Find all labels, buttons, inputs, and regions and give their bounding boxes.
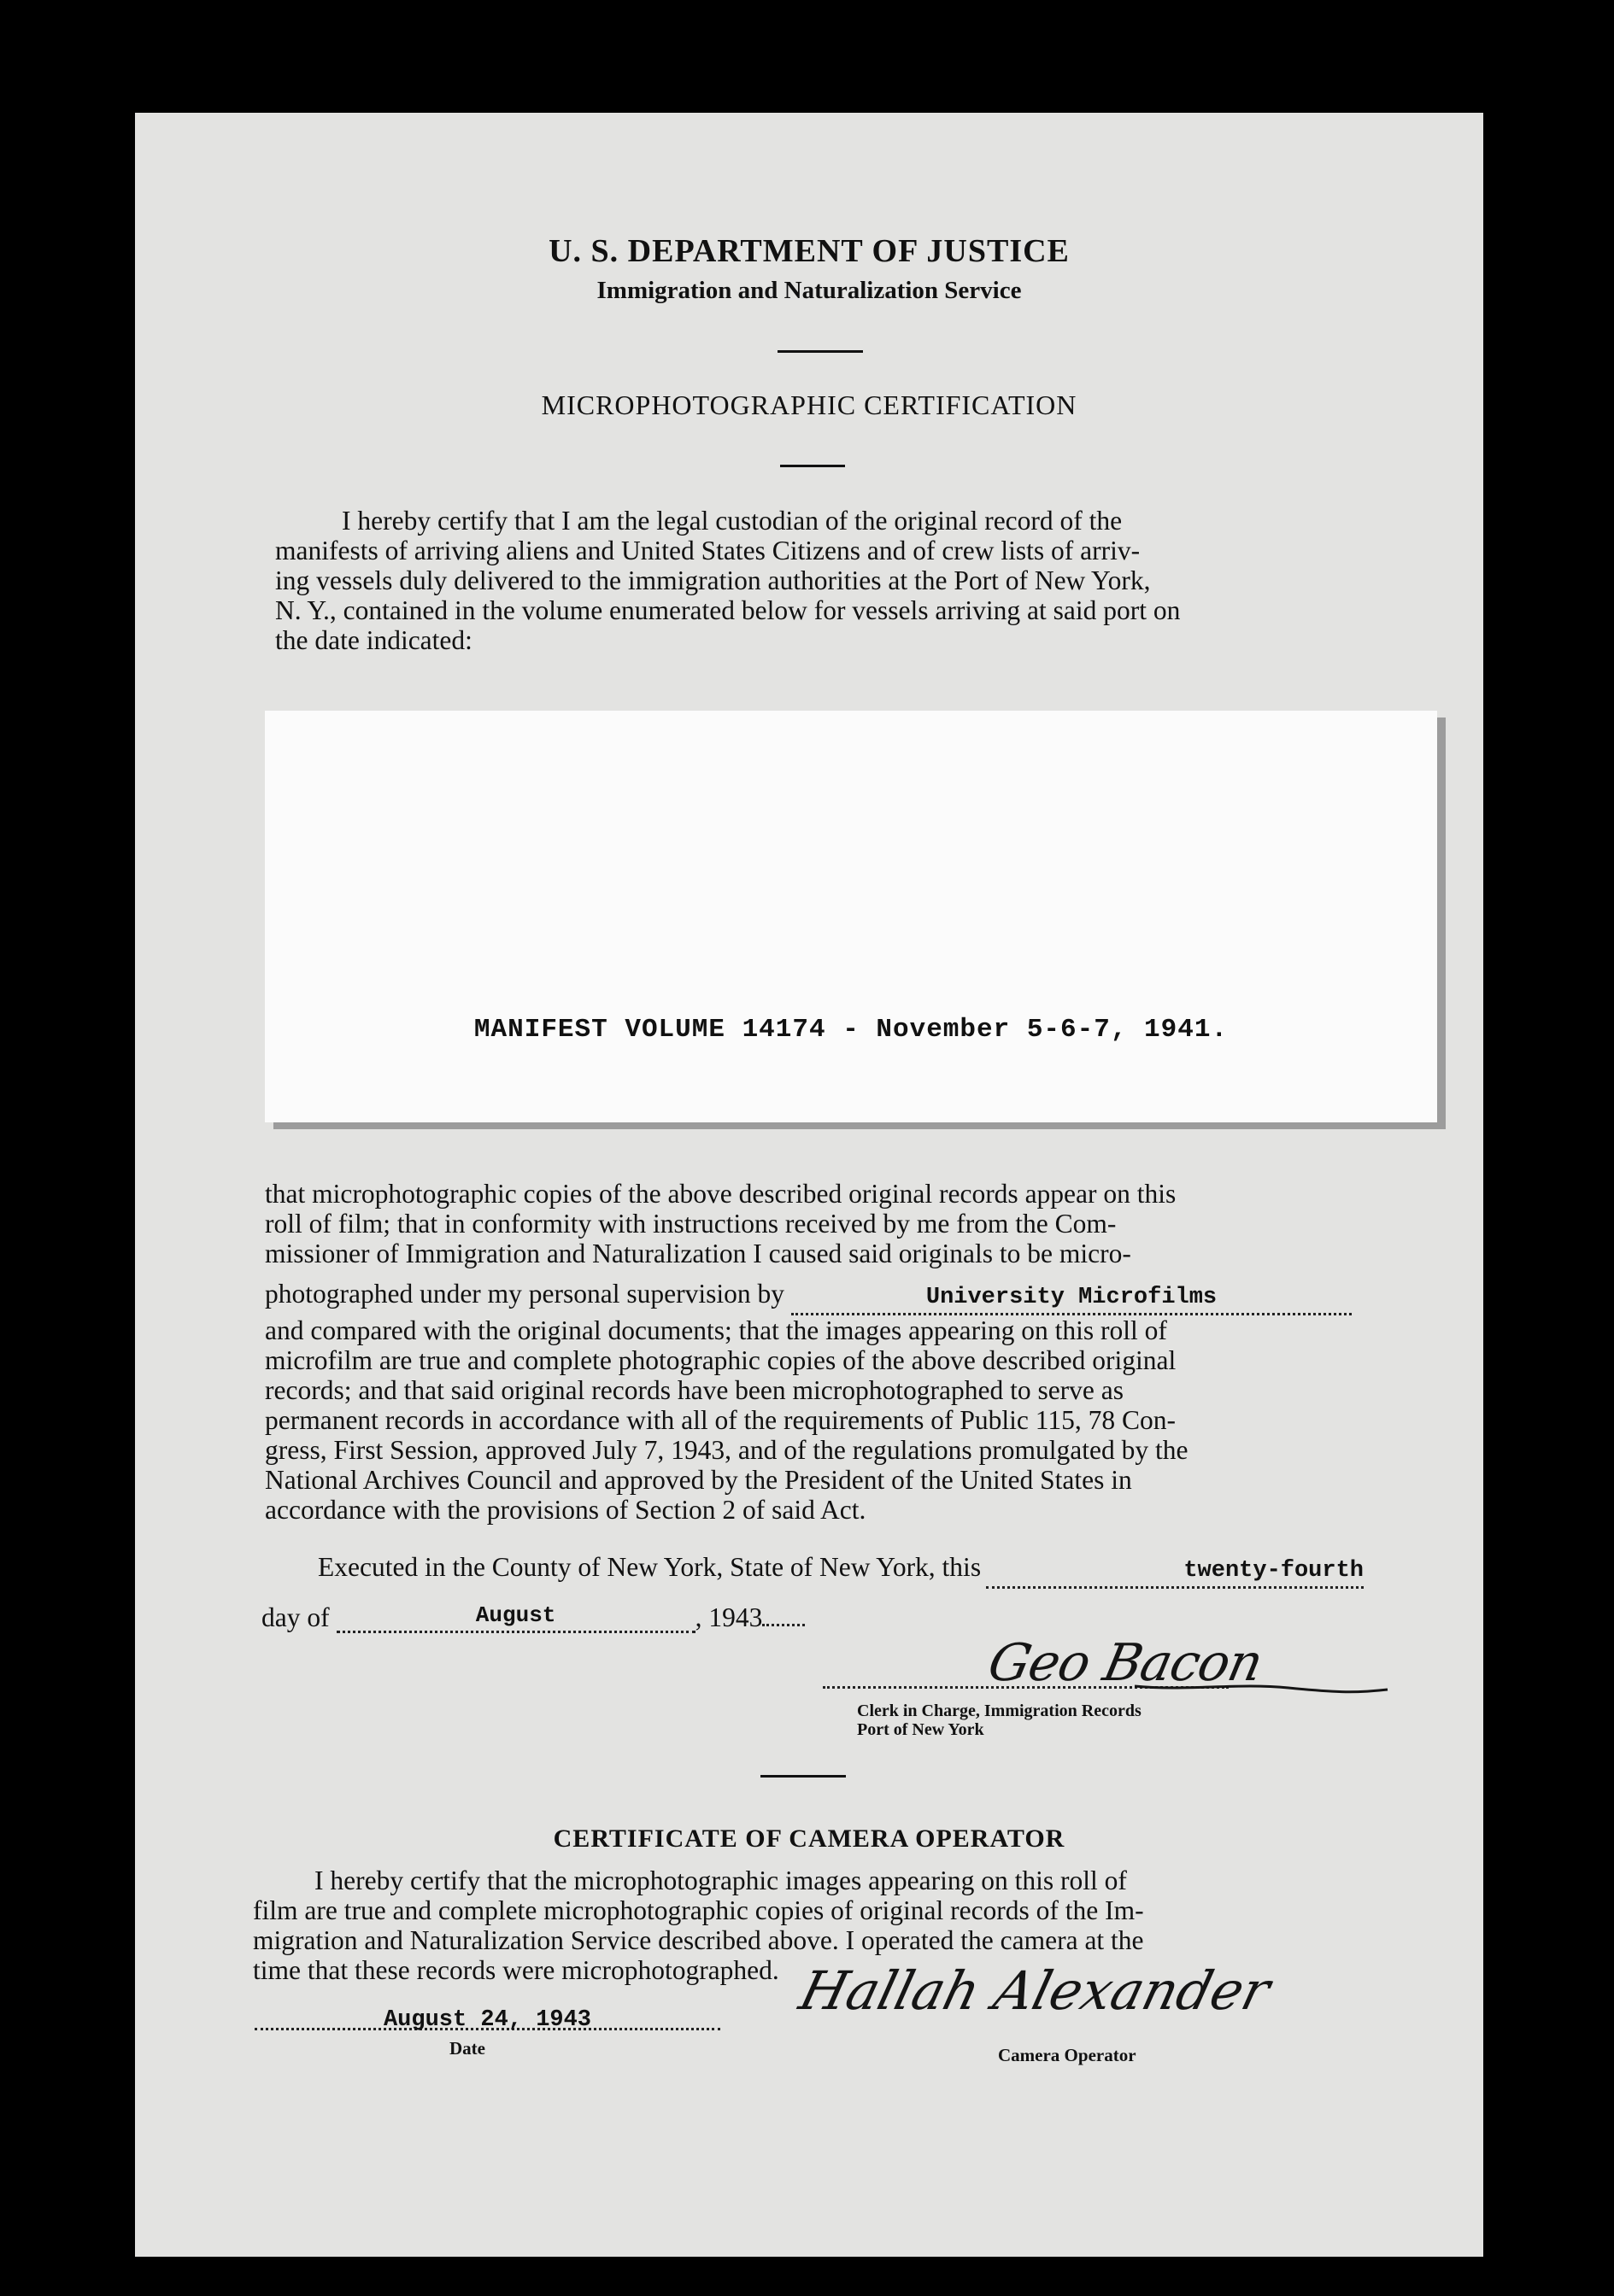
body-line: National Archives Council and approved by the President of the United States in <box>265 1465 1132 1495</box>
body-line: records; and that said original records have been microphotographed to serve as <box>265 1375 1124 1405</box>
clerk-signature: Geo Bacon <box>983 1633 1268 1693</box>
body-line: permanent records in accordance with all of the requirements of Public 115, 78 Con- <box>265 1405 1176 1435</box>
execution-label: Executed in the County of New York, State of New York, this <box>318 1552 982 1582</box>
day-fill-value: twenty-fourth <box>1183 1558 1364 1584</box>
certification-title: MICROPHOTOGRAPHIC CERTIFICATION <box>541 390 1077 420</box>
year-value: , 1943 <box>695 1602 763 1632</box>
day-of-label: day of <box>261 1602 330 1632</box>
body-line: missioner of Immigration and Naturalization I caused said originals to be micro- <box>265 1239 1131 1268</box>
clerk-title-line: Port of New York <box>857 1720 984 1739</box>
date-label: Date <box>449 2038 485 2059</box>
certificate-page <box>135 113 1483 2257</box>
date-fill-line <box>255 2002 720 2033</box>
day-fill-line <box>986 1552 1364 1589</box>
date-fill-value: August 24, 1943 <box>383 2007 592 2033</box>
camera-operator-label: Camera Operator <box>998 2045 1136 2065</box>
divider-bottom <box>760 1775 846 1778</box>
camera-line: film are true and complete microphotographic copies of original records of the Im- <box>253 1895 1144 1925</box>
body-line: gress, First Session, approved July 7, 1943, and of the regulations promulgated by the <box>265 1435 1188 1465</box>
body-paragraph <box>265 1179 1352 1525</box>
camera-line: migration and Naturalization Service described above. I operated the camera at the <box>253 1925 1144 1955</box>
body-line: accordance with the provisions of Section 2 of said Act. <box>265 1495 866 1525</box>
year-trailing-dots <box>762 1624 805 1626</box>
clerk-signature-flourish <box>1135 1674 1391 1700</box>
body-line-supervision <box>265 1279 1352 1315</box>
manifest-insert <box>265 711 1437 1122</box>
department-title: U. S. DEPARTMENT OF JUSTICE <box>549 233 1070 269</box>
supervision-fill-line <box>791 1279 1352 1315</box>
camera-operator-signature: Hallah Alexander <box>793 1959 1277 2022</box>
divider-middle <box>780 465 845 467</box>
camera-line: time that these records were microphotographed. <box>253 1955 779 1985</box>
body-line: roll of film; that in conformity with instructions received by me from the Com- <box>265 1209 1117 1239</box>
month-line <box>261 1602 962 1638</box>
intro-line: I hereby certify that I am the legal custodian of the original record of the <box>342 506 1123 536</box>
intro-line: the date indicated: <box>275 625 472 655</box>
clerk-title <box>857 1702 1142 1739</box>
manifest-entry: MANIFEST VOLUME 14174 - November 5-6-7, 1941. <box>473 1015 1229 1045</box>
execution-line <box>318 1552 1364 1589</box>
body-line: microfilm are true and complete photographic copies of the above described original <box>265 1345 1177 1375</box>
divider-top <box>778 350 863 353</box>
supervision-fill-value: University Microfilms <box>925 1285 1218 1310</box>
service-subtitle: Immigration and Naturalization Service <box>596 277 1022 304</box>
intro-line: N. Y., contained in the volume enumerated below for vessels arriving at said port on <box>275 595 1181 625</box>
intro-paragraph <box>275 506 1360 655</box>
camera-line: I hereby certify that the microphotographic images appearing on this roll of <box>314 1866 1127 1895</box>
camera-certificate-title: CERTIFICATE OF CAMERA OPERATOR <box>553 1824 1065 1853</box>
intro-line: manifests of arriving aliens and United States Citizens and of crew lists of arriv- <box>275 536 1141 565</box>
supervision-label: photographed under my personal supervision by <box>265 1279 785 1309</box>
clerk-title-line: Clerk in Charge, Immigration Records <box>857 1702 1142 1720</box>
month-fill-line <box>337 1597 695 1633</box>
body-line: and compared with the original documents; that the images appearing on this roll of <box>265 1315 1167 1345</box>
body-line: that microphotographic copies of the above described original records appear on this <box>265 1179 1177 1209</box>
month-fill-value: August <box>475 1602 556 1628</box>
intro-line: ing vessels duly delivered to the immigration authorities at the Port of New York, <box>275 565 1151 595</box>
